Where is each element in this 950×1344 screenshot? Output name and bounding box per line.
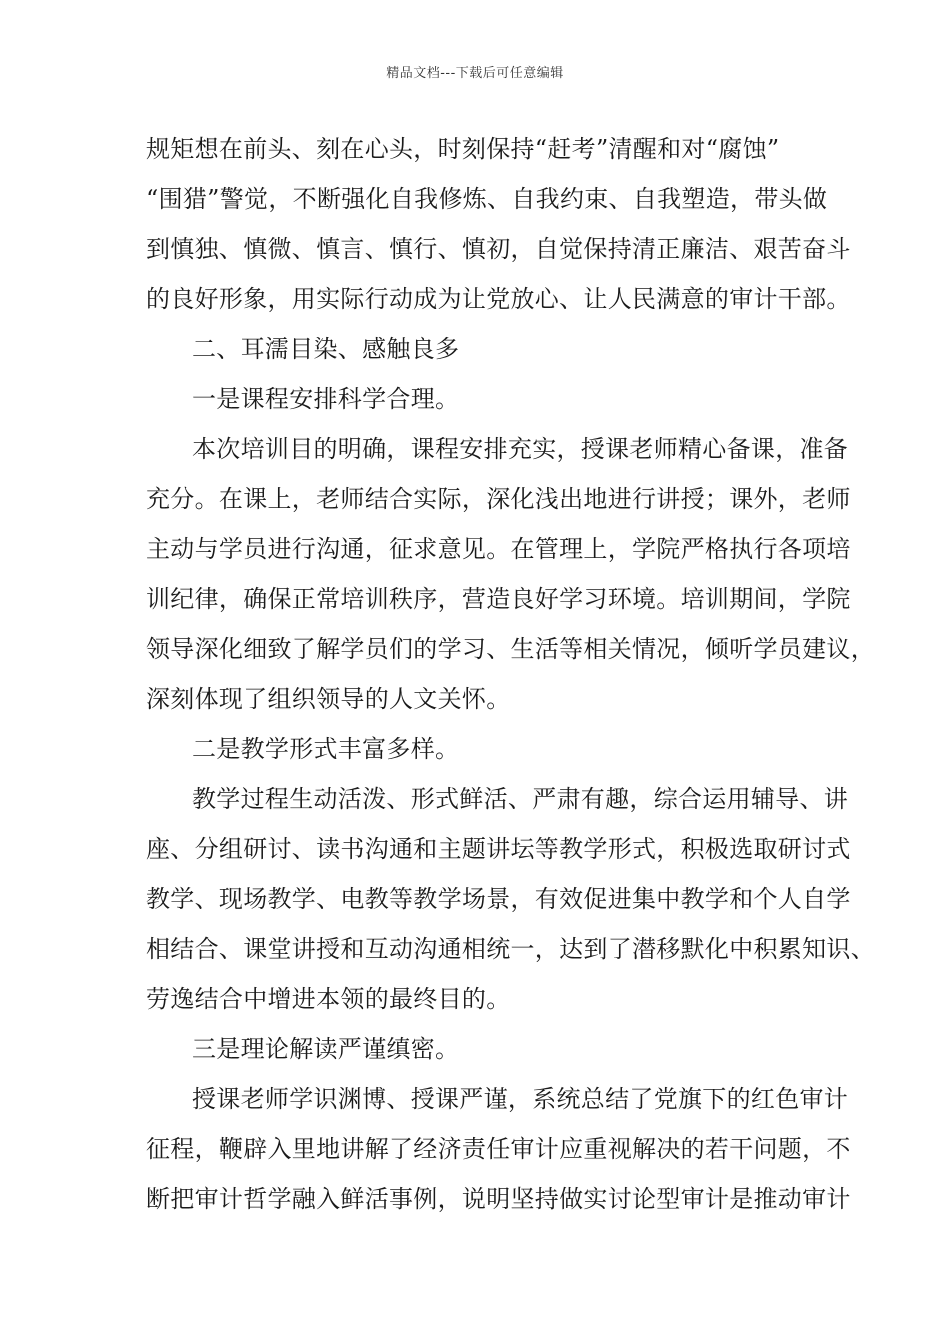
text-line: 到慎独、慎微、慎言、慎行、慎初，自觉保持清正廉洁、艰苦奋斗	[146, 235, 851, 263]
text-line: 断把审计哲学融入鲜活事例，说明坚持做实讨论型审计是推动审计	[146, 1185, 851, 1213]
text-line: 领导深化细致了解学员们的学习、生活等相关情况，倾听学员建议，	[146, 635, 875, 663]
text-line: 充分。在课上，老师结合实际，深化浅出地进行讲授；课外，老师	[146, 485, 851, 513]
page-header: 精品文档---下载后可任意编辑	[386, 66, 564, 81]
text-line: 三是理论解读严谨缜密。	[192, 1035, 460, 1063]
text-line: 主动与学员进行沟通，征求意见。在管理上，学院严格执行各项培	[146, 535, 851, 563]
text-line: “围猎”警觉，不断强化自我修炼、自我约束、自我塑造，带头做	[146, 185, 828, 213]
text-line: 深刻体现了组织领导的人文关怀。	[146, 685, 511, 713]
text-line: 教学过程生动活泼、形式鲜活、严肃有趣，综合运用辅导、讲	[192, 785, 849, 813]
text-line: 规矩想在前头、刻在心头，时刻保持“赶考”清醒和对“腐蚀”	[146, 135, 780, 163]
text-line: 征程，鞭辟入里地讲解了经济责任审计应重视解决的若干问题，不	[146, 1135, 851, 1163]
text-line: 劳逸结合中增进本领的最终目的。	[146, 985, 511, 1013]
document-body	[146, 124, 875, 1224]
text-line: 相结合、课堂讲授和互动沟通相统一，达到了潜移默化中积累知识、	[146, 935, 875, 963]
text-line: 二、耳濡目染、感触良多	[192, 335, 460, 363]
text-line: 的良好形象，用实际行动成为让党放心、让人民满意的审计干部。	[146, 285, 851, 313]
text-line: 训纪律，确保正常培训秩序，营造良好学习环境。培训期间，学院	[146, 585, 851, 613]
text-line: 座、分组研讨、读书沟通和主题讲坛等教学形式，积极选取研讨式	[146, 835, 851, 863]
text-line: 本次培训目的明确，课程安排充实，授课老师精心备课，准备	[192, 435, 849, 463]
text-line: 授课老师学识渊博、授课严谨，系统总结了党旗下的红色审计	[192, 1085, 849, 1113]
text-line: 一是课程安排科学合理。	[192, 385, 460, 413]
text-line: 二是教学形式丰富多样。	[192, 735, 460, 763]
text-line: 教学、现场教学、电教等教学场景，有效促进集中教学和个人自学	[146, 885, 851, 913]
